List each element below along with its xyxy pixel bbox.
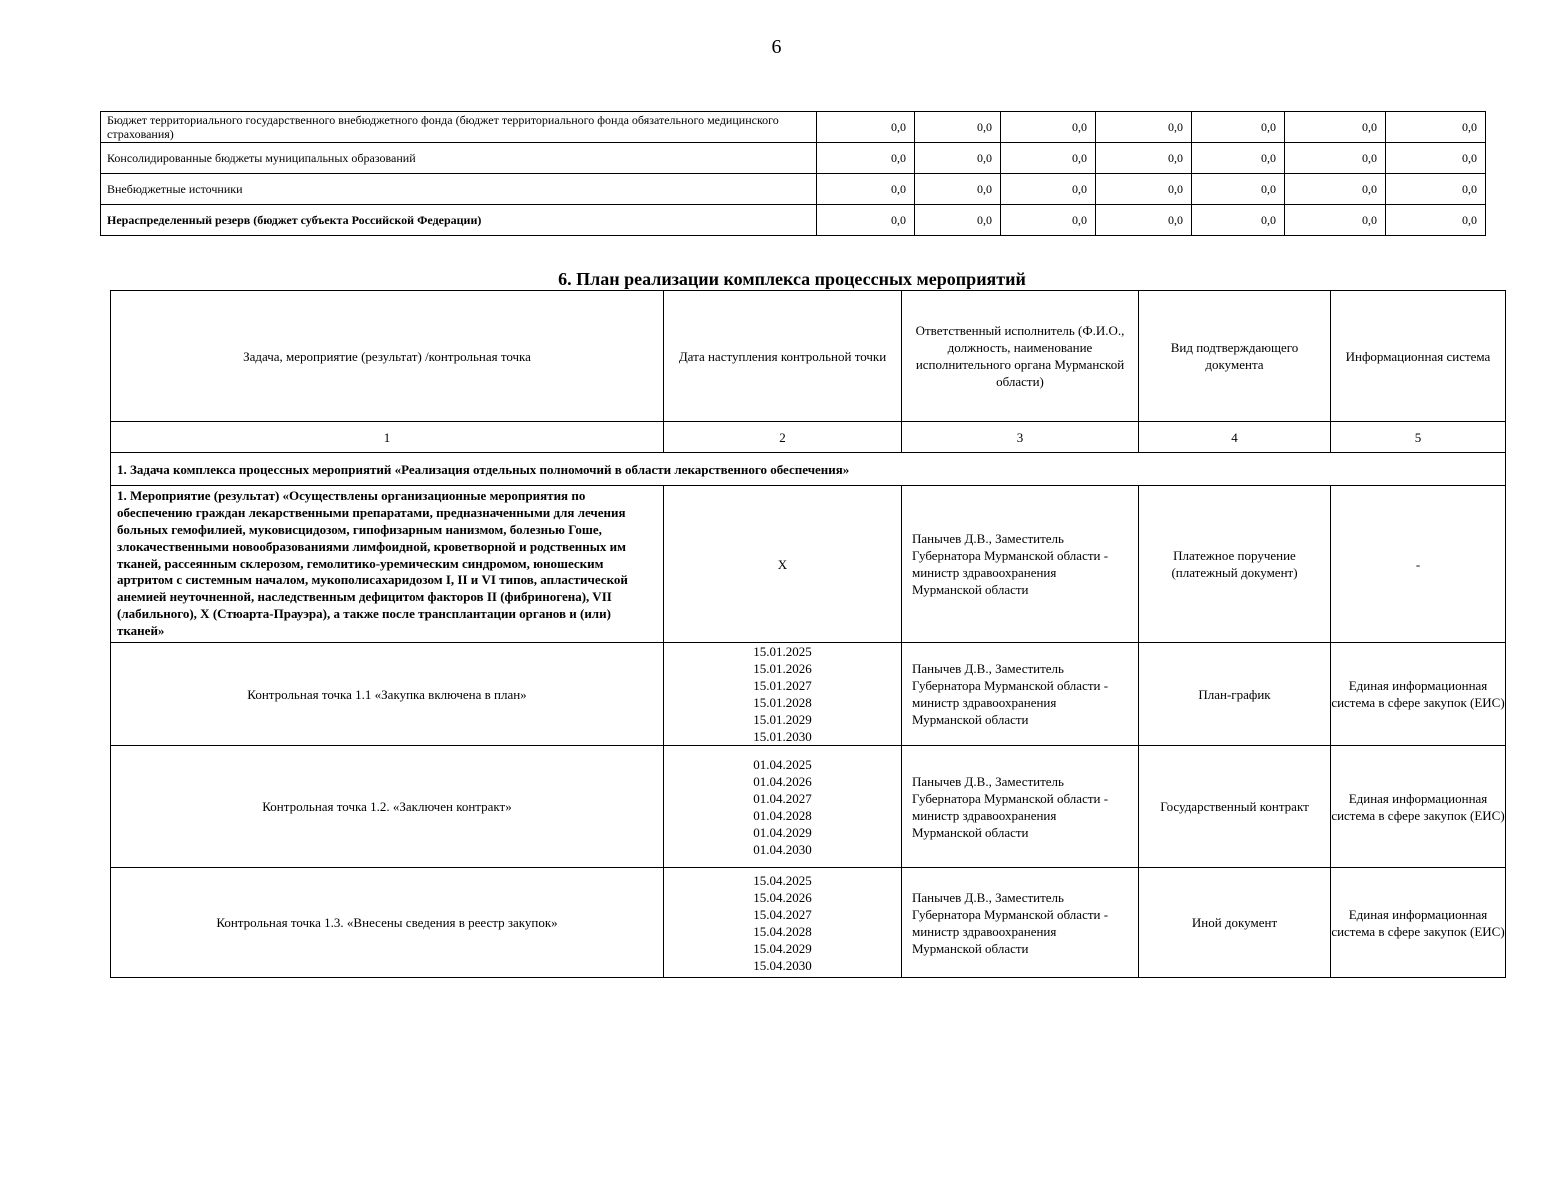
column-number: 5: [1331, 422, 1506, 453]
budget-value: 0,0: [1001, 205, 1096, 236]
budget-row: [101, 174, 1486, 205]
budget-source-label: Консолидированные бюджеты муниципальных образований: [101, 143, 817, 174]
control-point-name: Контрольная точка 1.1 «Закупка включена в план»: [111, 643, 664, 746]
control-point-date: 15.01.2028: [753, 695, 812, 710]
control-point-document: План-график: [1139, 643, 1331, 746]
budget-value: 0,0: [915, 205, 1001, 236]
event-system: -: [1331, 486, 1506, 643]
control-point-system: Единая информационная система в сфере закупок (ЕИС): [1331, 746, 1506, 868]
header-task: Задача, мероприятие (результат) /контрольная точка: [111, 291, 664, 422]
control-point-name: Контрольная точка 1.2. «Заключен контракт»: [111, 746, 664, 868]
budget-value: 0,0: [1192, 112, 1285, 143]
budget-value: 0,0: [1096, 174, 1192, 205]
budget-value: 0,0: [1001, 112, 1096, 143]
budget-value: 0,0: [1386, 174, 1486, 205]
column-number-row: [111, 422, 1506, 453]
header-document: Вид подтверждающего документа: [1139, 291, 1331, 422]
implementation-plan-table: [110, 290, 1506, 978]
control-point-date: 15.04.2028: [753, 923, 812, 939]
column-number: 2: [664, 422, 902, 453]
control-point-dates: [664, 746, 902, 868]
budget-value: 0,0: [817, 143, 915, 174]
control-point-document: Государственный контракт: [1139, 746, 1331, 868]
control-point-responsible: Панычев Д.В., Заместитель Губернатора Мурманской области - министр здравоохранения Мурманской области: [902, 868, 1139, 978]
header-system: Информационная система: [1331, 291, 1506, 422]
budget-value: 0,0: [1285, 112, 1386, 143]
control-point-date: 15.04.2025: [753, 872, 812, 888]
event-document: Платежное поручение (платежный документ): [1139, 486, 1331, 643]
budget-value: 0,0: [817, 205, 915, 236]
control-point-date: 15.04.2029: [753, 940, 812, 956]
control-point-date: 01.04.2030: [753, 841, 812, 857]
event-name: 1. Мероприятие (результат) «Осуществлены организационные мероприятия по обеспечению граждан лекарственными препаратами, предназначенными для лечения больных гемофилией, муковисцидозом, гипофизарным нанизмом, болезнью Гоше, злокачественными новообразованиями лимфоидной, кроветворной и родственных им тканей, рассеянным склерозом, гемолитико-уремическим синдромом, юношеским артритом с системным началом, мукополисахаридозом I, II и VI типов, апластической анемией неуточненной, наследственным дефицитом факторов II (фибриногена), VII (лабильного), X (Стюарта-Прауэра), а также после трансплантации органов и (или) тканей»: [111, 486, 664, 643]
task-title: 1. Задача комплекса процессных мероприятий «Реализация отдельных полномочий в области лекарственного обеспечения»: [111, 453, 1506, 486]
control-point-date: 15.04.2030: [753, 957, 812, 973]
control-point-date: 01.04.2027: [753, 790, 812, 806]
budget-value: 0,0: [1192, 205, 1285, 236]
control-point-date: 15.01.2025: [753, 644, 812, 659]
header-date: Дата наступления контрольной точки: [664, 291, 902, 422]
section-title: 6. План реализации комплекса процессных мероприятий: [558, 269, 1026, 289]
column-number: 4: [1139, 422, 1331, 453]
plan-header-row: [111, 291, 1506, 422]
control-point-date: 15.04.2027: [753, 906, 812, 922]
budget-value: 0,0: [1096, 205, 1192, 236]
budget-value: 0,0: [915, 143, 1001, 174]
budget-value: 0,0: [1001, 174, 1096, 205]
control-point-system: Единая информационная система в сфере закупок (ЕИС): [1331, 643, 1506, 746]
control-point-date: 01.04.2026: [753, 773, 812, 789]
control-point-date: 15.04.2026: [753, 889, 812, 905]
control-point-date: 01.04.2025: [753, 756, 812, 772]
column-number: 1: [111, 422, 664, 453]
event-responsible: Панычев Д.В., Заместитель Губернатора Мурманской области - министр здравоохранения Мурманской области: [902, 486, 1139, 643]
control-point-date: 01.04.2029: [753, 824, 812, 840]
control-point-date: 15.01.2026: [753, 661, 812, 676]
header-responsible: Ответственный исполнитель (Ф.И.О., должность, наименование исполнительного органа Мурманской области): [902, 291, 1139, 422]
budget-value: 0,0: [915, 112, 1001, 143]
control-point-date: 15.01.2030: [753, 729, 812, 744]
budget-value: 0,0: [1386, 205, 1486, 236]
control-point-responsible: Панычев Д.В., Заместитель Губернатора Мурманской области - министр здравоохранения Мурманской области: [902, 746, 1139, 868]
control-point-name: Контрольная точка 1.3. «Внесены сведения в реестр закупок»: [111, 868, 664, 978]
budget-row: [101, 112, 1486, 143]
budget-row: [101, 143, 1486, 174]
task-row: [111, 453, 1506, 486]
budget-value: 0,0: [1285, 205, 1386, 236]
budget-value: 0,0: [1192, 143, 1285, 174]
budget-value: 0,0: [1386, 112, 1486, 143]
control-point-row: [111, 746, 1506, 868]
budget-value: 0,0: [1285, 143, 1386, 174]
budget-source-label: Нераспределенный резерв (бюджет субъекта Российской Федерации): [101, 205, 817, 236]
page-number: 6: [771, 36, 782, 58]
budget-value: 0,0: [1386, 143, 1486, 174]
control-point-date: 15.01.2027: [753, 678, 812, 693]
event-date: Х: [664, 486, 902, 643]
control-point-date: 01.04.2028: [753, 807, 812, 823]
budget-value: 0,0: [1096, 112, 1192, 143]
budget-value: 0,0: [817, 112, 915, 143]
control-point-row: [111, 643, 1506, 746]
event-row: [111, 486, 1506, 643]
control-point-row: [111, 868, 1506, 978]
budget-sources-table: [100, 111, 1486, 236]
column-number: 3: [902, 422, 1139, 453]
control-point-document: Иной документ: [1139, 868, 1331, 978]
budget-value: 0,0: [915, 174, 1001, 205]
control-point-responsible: Панычев Д.В., Заместитель Губернатора Мурманской области - министр здравоохранения Мурманской области: [902, 643, 1139, 746]
budget-value: 0,0: [1096, 143, 1192, 174]
budget-source-label: Внебюджетные источники: [101, 174, 817, 205]
control-point-system: Единая информационная система в сфере закупок (ЕИС): [1331, 868, 1506, 978]
budget-value: 0,0: [1192, 174, 1285, 205]
control-point-dates: [664, 643, 902, 746]
control-point-dates: [664, 868, 902, 978]
budget-value: 0,0: [1285, 174, 1386, 205]
budget-value: 0,0: [1001, 143, 1096, 174]
budget-row: [101, 205, 1486, 236]
budget-source-label: Бюджет территориального государственного внебюджетного фонда (бюджет территориального фонда обязательного медицинского страхования): [101, 112, 817, 143]
budget-value: 0,0: [817, 174, 915, 205]
control-point-date: 15.01.2029: [753, 712, 812, 727]
